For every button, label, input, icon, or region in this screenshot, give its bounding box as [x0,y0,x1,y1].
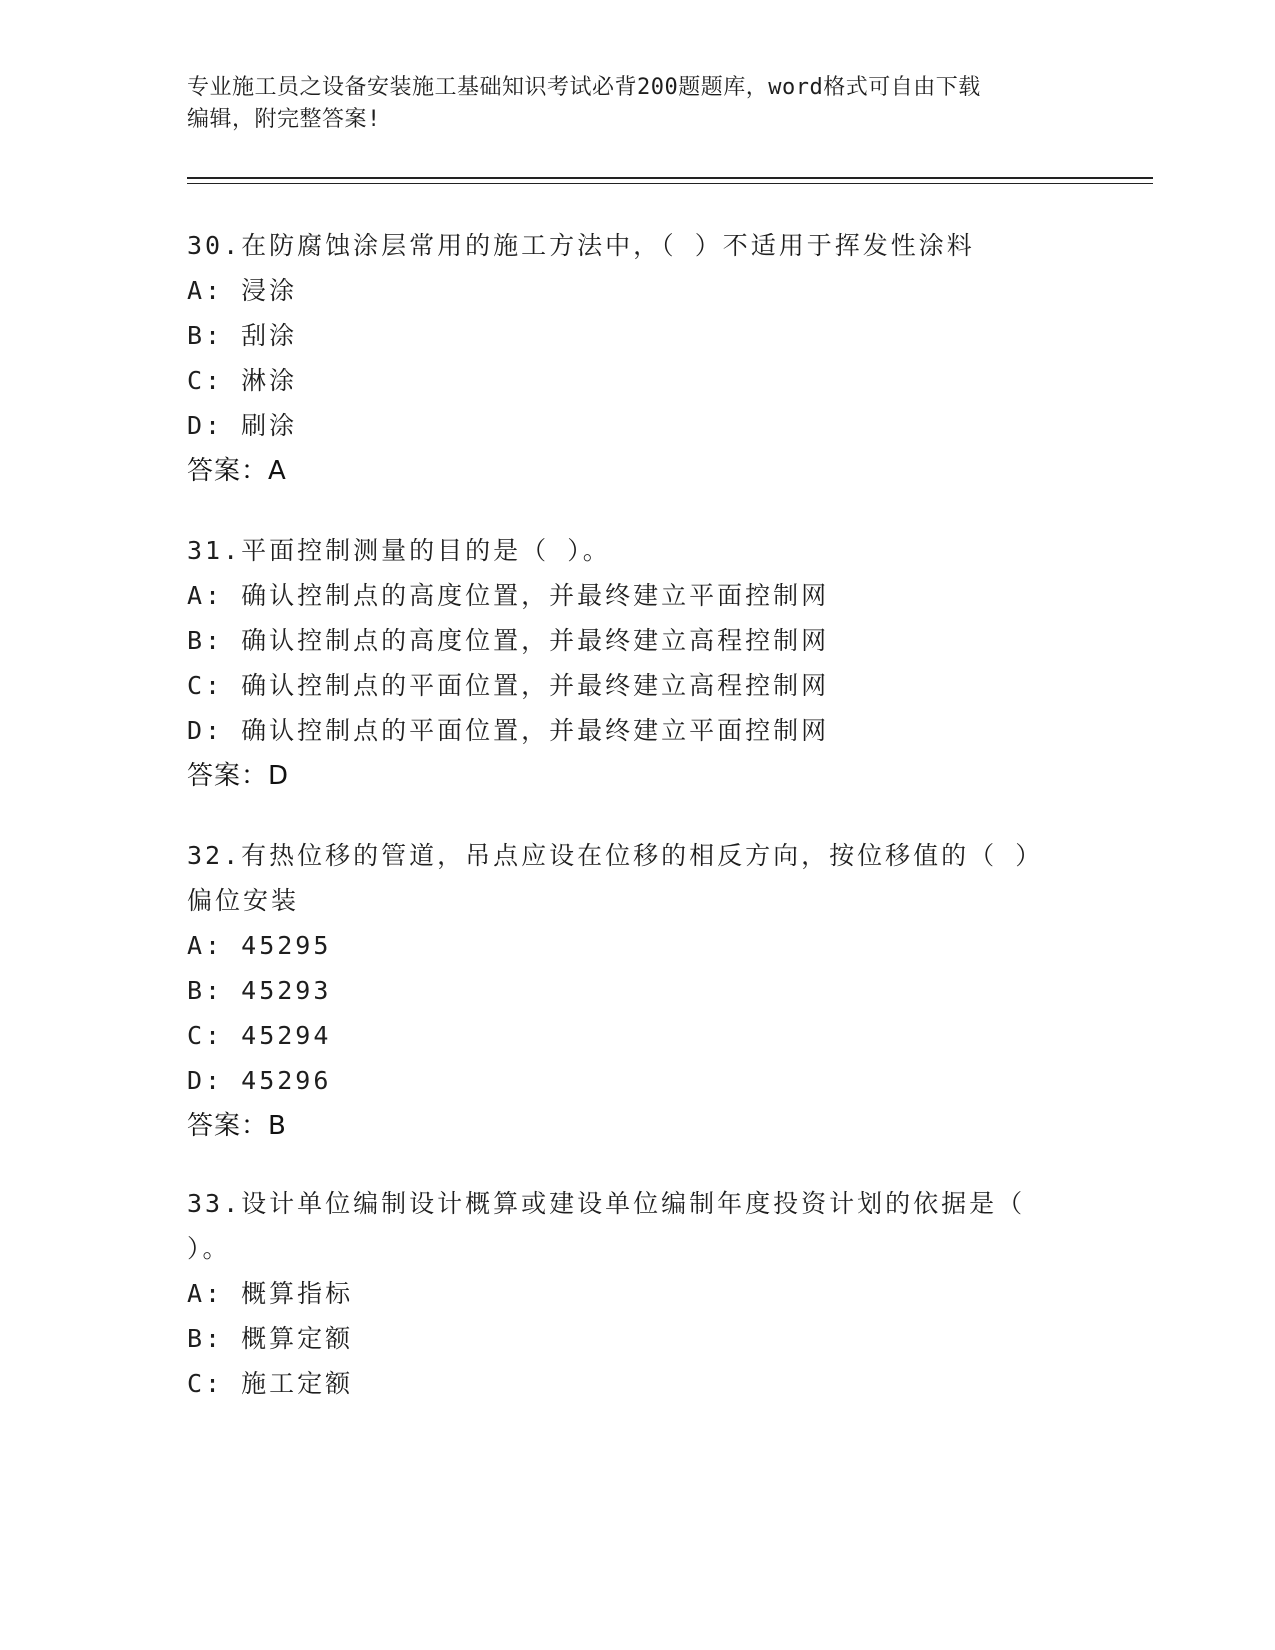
answer: 答案：B [187,1111,287,1141]
option-a: A: 确认控制点的高度位置，并最终建立平面控制网 [187,581,830,610]
option-d: D: 刷涂 [187,411,298,440]
option-a: A: 浸涂 [187,276,298,305]
option-a: A: 概算指标 [187,1279,354,1308]
option-c: C: 施工定额 [187,1369,354,1398]
header-title-line-1: 专业施工员之设备安装施工基础知识考试必背200题题库，word格式可自由下载 [187,75,981,100]
option-b: B: 刮涂 [187,321,298,350]
option-d: D: 45296 [187,1066,332,1095]
question-32 [187,833,1067,1149]
header-divider-thin [187,183,1153,184]
question-stem: 31.平面控制测量的目的是（ ）。 [187,536,611,565]
answer: 答案：A [187,456,287,486]
question-stem-line-1: 32.有热位移的管道，吊点应设在位移的相反方向，按位移值的（ ） [187,841,1044,870]
question-stem-line-2: ）。 [187,1234,231,1263]
question-30 [187,223,1067,494]
option-b: B: 确认控制点的高度位置，并最终建立高程控制网 [187,626,830,655]
option-b: B: 概算定额 [187,1324,354,1353]
option-c: C: 确认控制点的平面位置，并最终建立高程控制网 [187,671,830,700]
question-stem-line-1: 33.设计单位编制设计概算或建设单位编制年度投资计划的依据是（ [187,1189,1026,1218]
question-stem-line-2: 偏位安装 [187,886,300,915]
option-d: D: 确认控制点的平面位置，并最终建立平面控制网 [187,716,830,745]
option-a: A: 45295 [187,931,332,960]
answer: 答案：D [187,761,290,791]
header-title-line-2: 编辑，附完整答案! [187,107,381,132]
question-31 [187,528,1067,799]
header-divider-thick [187,177,1153,179]
document-header [187,72,1067,136]
option-c: C: 45294 [187,1021,332,1050]
question-stem: 30.在防腐蚀涂层常用的施工方法中，（ ）不适用于挥发性涂料 [187,231,975,260]
question-33 [187,1181,1067,1406]
option-b: B: 45293 [187,976,332,1005]
option-c: C: 淋涂 [187,366,298,395]
